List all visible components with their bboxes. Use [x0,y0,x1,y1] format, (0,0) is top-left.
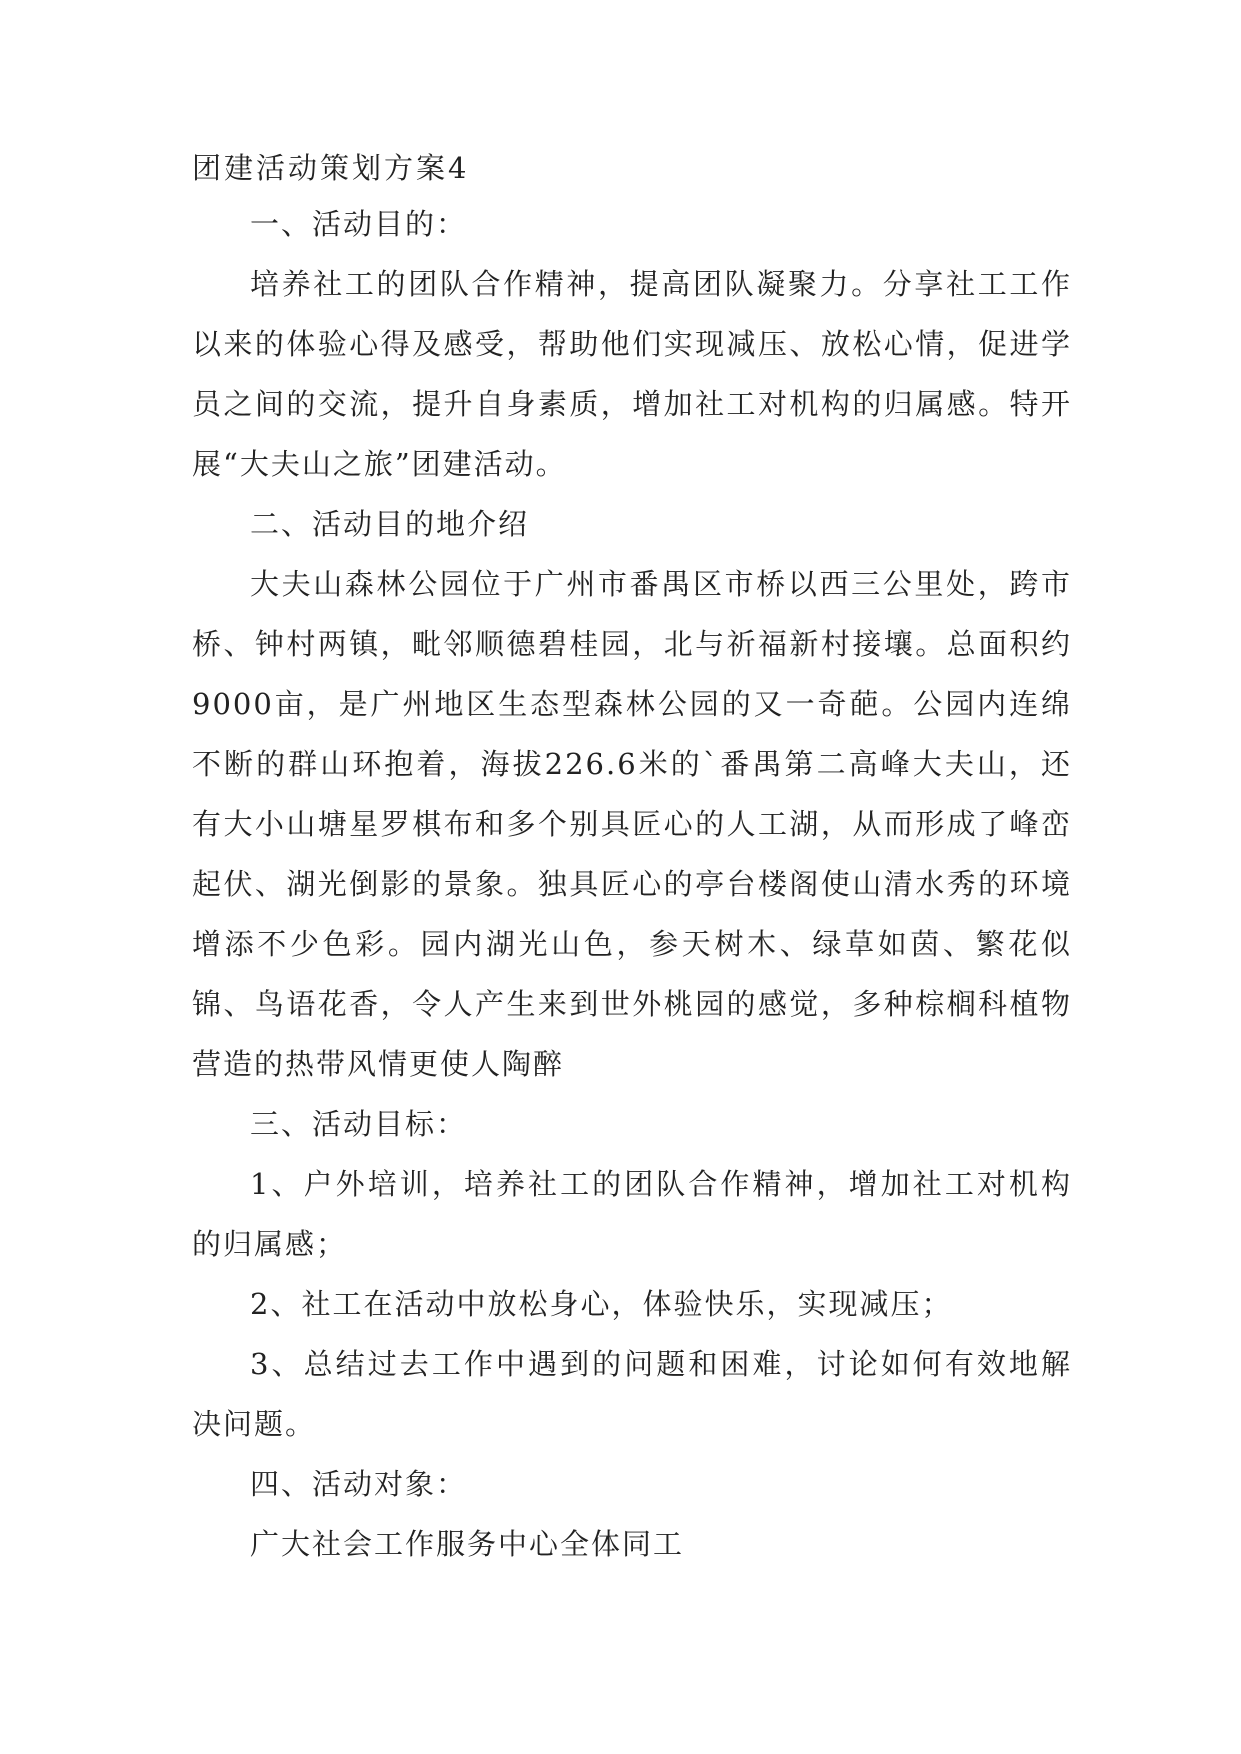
paragraph-purpose: 培养社工的团队合作精神，提高团队凝聚力。分享社工工作以来的体验心得及感受，帮助他们实现减压、放松心情，促进学员之间的交流，提升自身素质，增加社工对机构的归属感。特开展“大夫山之旅”团建活动。 [192,267,1072,481]
paragraph-goal-3: 3、总结过去工作中遇到的问题和困难，讨论如何有效地解决问题。 [192,1347,1072,1441]
section-heading-destination: 二、活动目的地介绍 [250,507,530,541]
paragraph-audience: 广大社会工作服务中心全体同工 [250,1527,685,1561]
document-body [192,150,1072,1574]
section-heading-purpose: 一、活动目的： [250,207,468,241]
section-heading-goals: 三、活动目标： [250,1107,468,1141]
paragraph-goal-1: 1、户外培训，培养社工的团队合作精神，增加社工对机构的归属感； [192,1167,1072,1261]
paragraph-goal-2: 2、社工在活动中放松身心，体验快乐，实现减压； [250,1287,953,1321]
section-heading-audience: 四、活动对象： [250,1467,468,1501]
document-title: 团建活动策划方案4 [192,151,470,185]
paragraph-destination: 大夫山森林公园位于广州市番禺区市桥以西三公里处，跨市桥、钟村两镇，毗邻顺德碧桂园，北与祈福新村接壤。总面积约9000亩，是广州地区生态型森林公园的又一奇葩。公园内连绵不断的群山环抱着，海拔226.6米的`番禺第二高峰大夫山，还有大小山塘星罗棋布和多个别具匠心的人工湖，从而形成了峰峦起伏、湖光倒影的景象。独具匠心的亭台楼阁使山清水秀的环境增添不少色彩。园内湖光山色，参天树木、绿草如茵、繁花似锦、鸟语花香，令人产生来到世外桃园的感觉，多种棕榈科植物营造的热带风情更使人陶醉 [192,567,1072,1081]
